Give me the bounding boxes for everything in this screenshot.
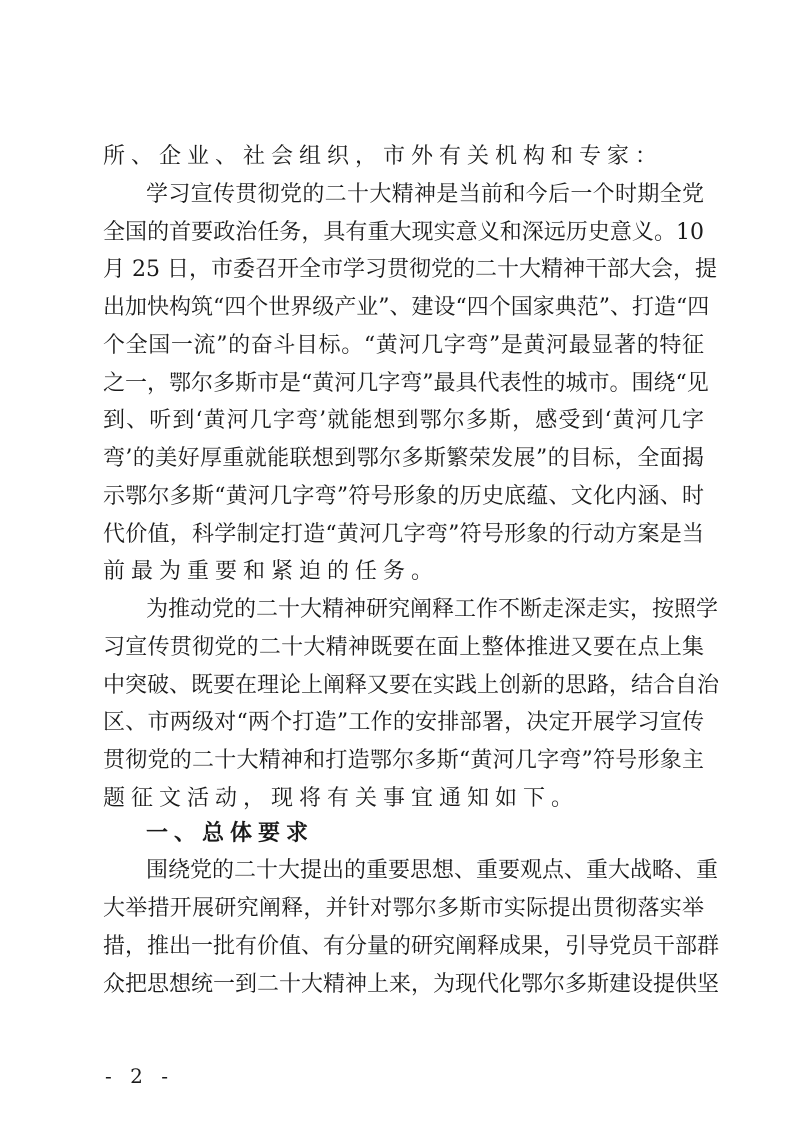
paragraph-start: 为推动党的二十大精神研究阐释工作不断走深走实，按照学 xyxy=(146,597,719,622)
text-line: 到、听到‘黄河几字弯’就能想到鄂尔多斯，感受到‘黄河几字 xyxy=(103,408,704,433)
page-number: - 2 - xyxy=(105,1064,174,1088)
text-line: 个全国一流”的奋斗目标。“黄河几字弯”是黄河最显著的特征 xyxy=(103,333,704,358)
section-heading: 一、总体要求 xyxy=(146,821,315,846)
text-line: 弯’的美好厚重就能联想到鄂尔多斯繁荣发展”的目标，全面揭 xyxy=(103,446,704,471)
paragraph-start: 学习宣传贯彻党的二十大精神是当前和今后一个时期全党 xyxy=(146,182,704,207)
text-line: 众把思想统一到二十大精神上来，为现代化鄂尔多斯建设提供坚 xyxy=(103,972,720,997)
text-line: 题征文活动，现将有关事宜通知如下。 xyxy=(103,786,580,811)
text-line: 措，推出一批有价值、有分量的研究阐释成果，引导党员干部群 xyxy=(103,934,720,959)
text-line: 所、企业、社会组织，市外有关机构和专家： xyxy=(103,144,664,169)
text-line: 全国的首要政治任务，具有重大现实意义和深远历史意义。10 xyxy=(103,220,704,245)
text-line: 出加快构筑“四个世界级产业”、建设“四个国家典范”、打造“四 xyxy=(103,295,710,320)
text-line: 贯彻党的二十大精神和打造鄂尔多斯“黄河几字弯”符号形象主 xyxy=(103,748,704,773)
paragraph-start: 围绕党的二十大提出的重要思想、重要观点、重大战略、重 xyxy=(146,858,719,883)
text-line: 月 25 日，市委召开全市学习贯彻党的二十大精神干部大会，提 xyxy=(103,257,717,282)
text-line: 之一，鄂尔多斯市是“黄河几字弯”最具代表性的城市。围绕“见 xyxy=(103,371,709,396)
text-line: 示鄂尔多斯“黄河几字弯”符号形象的历史底蕴、文化内涵、时 xyxy=(103,484,704,509)
text-line: 代价值，科学制定打造“黄河几字弯”符号形象的行动方案是当 xyxy=(103,522,704,547)
text-line: 习宣传贯彻党的二十大精神既要在面上整体推进又要在点上集 xyxy=(103,635,704,660)
text-line: 前最为重要和紧迫的任务。 xyxy=(103,559,440,584)
text-line: 大举措开展研究阐释，并针对鄂尔多斯市实际提出贯彻落实举 xyxy=(103,896,704,921)
text-line: 区、市两级对“两个打造”工作的安排部署，决定开展学习宣传 xyxy=(103,710,704,735)
text-line: 中突破、既要在理论上阐释又要在实践上创新的思路，结合自治 xyxy=(103,673,720,698)
